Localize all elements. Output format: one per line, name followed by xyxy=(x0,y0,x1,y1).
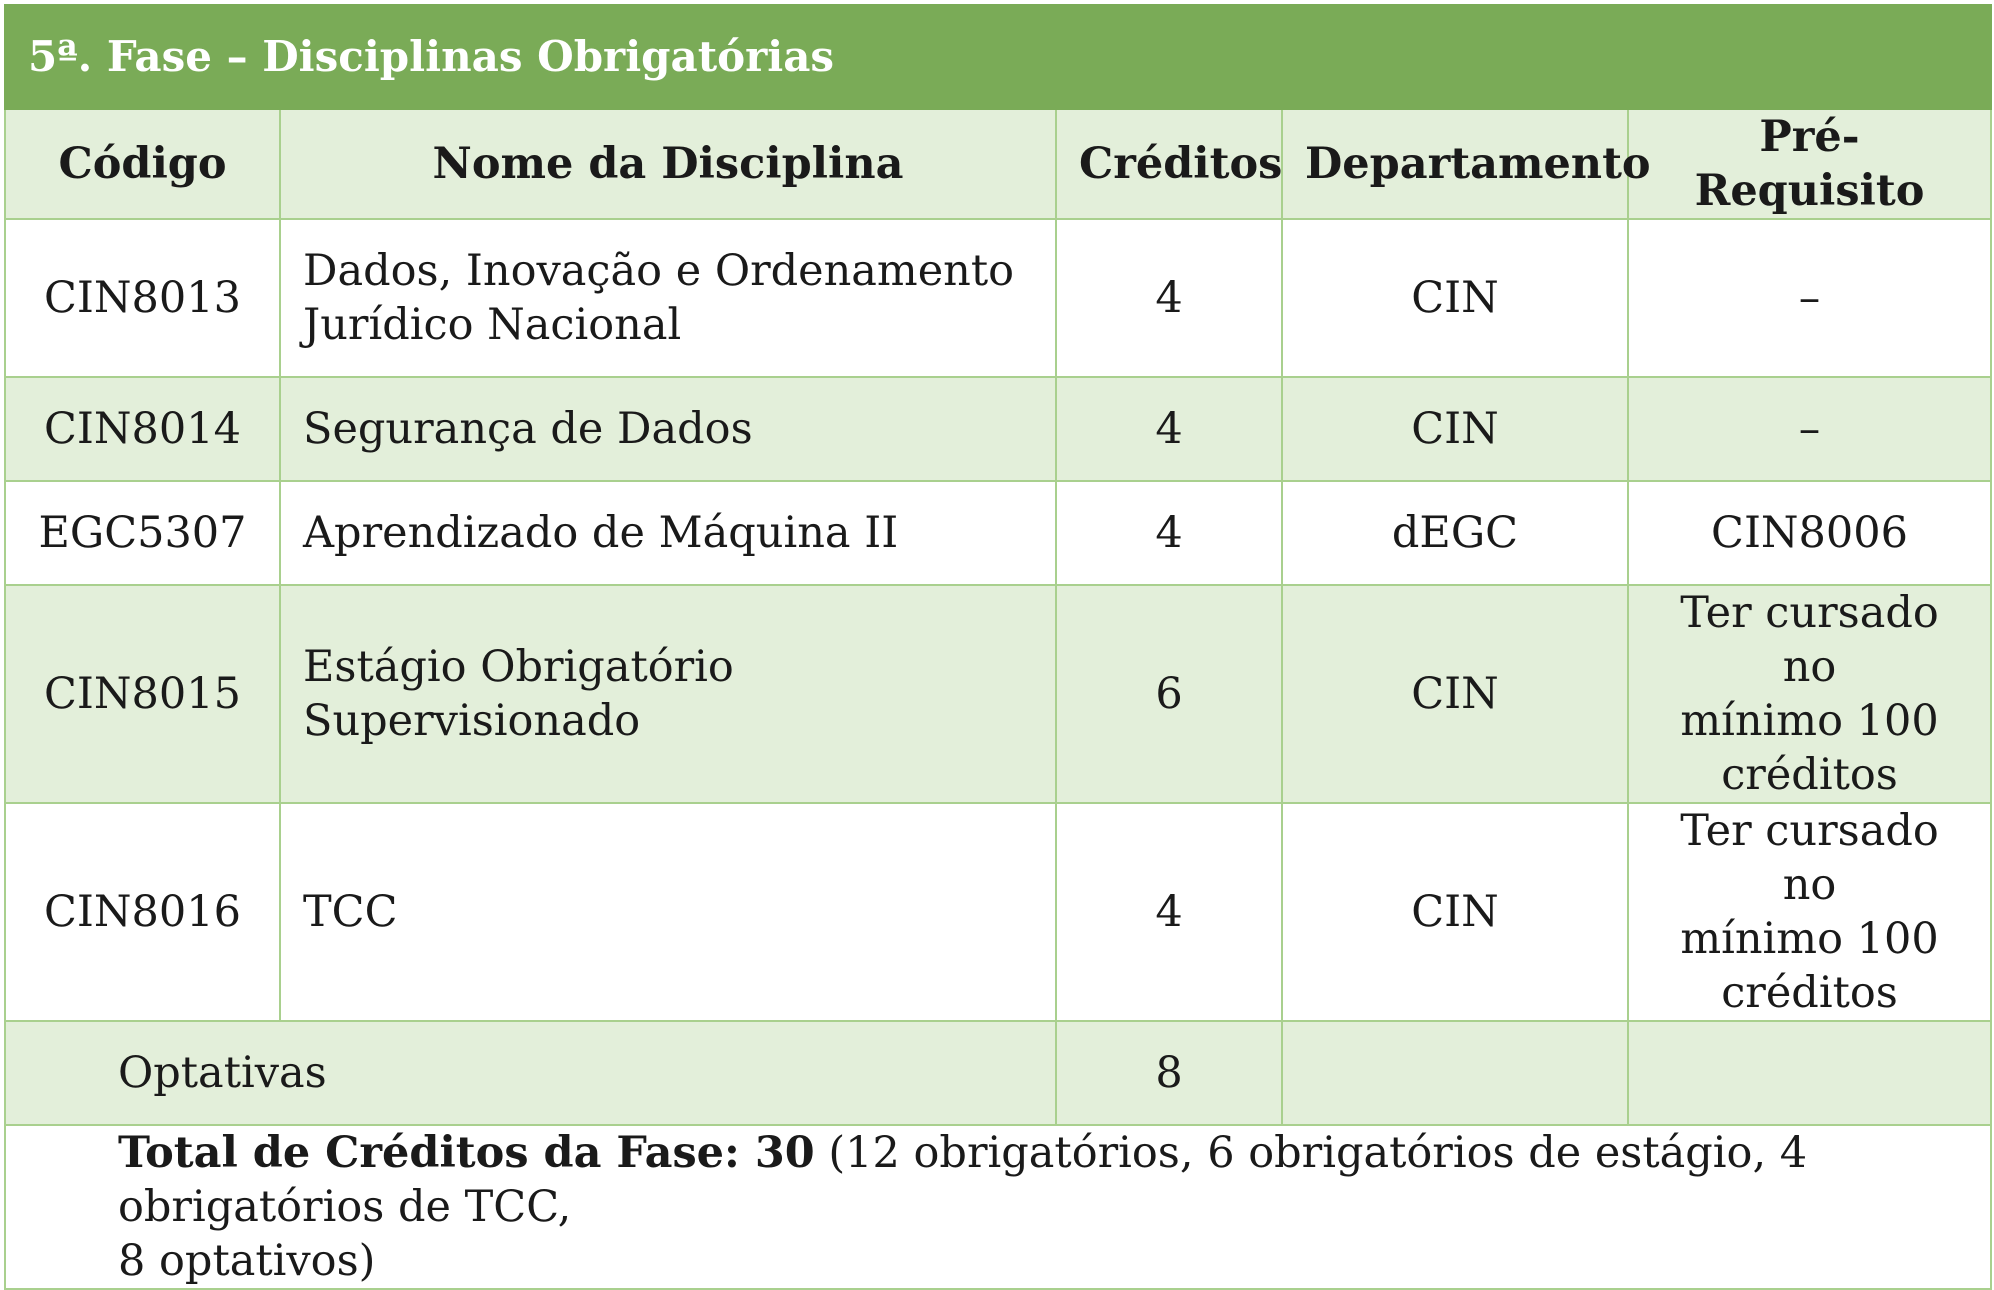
header-codigo: Código xyxy=(5,109,280,219)
table-row xyxy=(5,803,1991,1021)
cell-prerequisito-line: créditos xyxy=(1721,968,1898,1018)
cell-prerequisito-line: créditos xyxy=(1721,750,1898,800)
optativas-prerequisito-empty xyxy=(1628,1021,1991,1125)
cell-departamento: CIN xyxy=(1282,377,1628,481)
cell-creditos: 4 xyxy=(1056,377,1282,481)
cell-creditos: 4 xyxy=(1056,803,1282,1021)
table-title: 5ª. Fase – Disciplinas Obrigatórias xyxy=(5,5,1991,109)
header-creditos: Créditos xyxy=(1056,109,1282,219)
table-title-row xyxy=(5,5,1991,109)
header-nome: Nome da Disciplina xyxy=(280,109,1056,219)
cell-prerequisito: – xyxy=(1628,377,1991,481)
cell-codigo: CIN8014 xyxy=(5,377,280,481)
cell-nome xyxy=(280,219,1056,377)
cell-prerequisito xyxy=(1628,585,1991,803)
cell-departamento: CIN xyxy=(1282,585,1628,803)
cell-codigo: CIN8015 xyxy=(5,585,280,803)
cell-departamento: dEGC xyxy=(1282,481,1628,585)
total-detail-line2: 8 optativos) xyxy=(118,1236,376,1286)
optativas-row xyxy=(5,1021,1991,1125)
cell-prerequisito-line: mínimo 100 xyxy=(1680,696,1939,746)
total-cell xyxy=(5,1125,1991,1289)
table-row xyxy=(5,377,1991,481)
table-row xyxy=(5,585,1991,803)
cell-departamento: CIN xyxy=(1282,219,1628,377)
cell-creditos: 4 xyxy=(1056,219,1282,377)
table-row xyxy=(5,219,1991,377)
cell-nome: Segurança de Dados xyxy=(280,377,1056,481)
cell-nome-line: Dados, Inovação e Ordenamento xyxy=(303,246,1015,296)
cell-prerequisito-line: Ter cursado no xyxy=(1680,588,1939,692)
cell-codigo: EGC5307 xyxy=(5,481,280,585)
optativas-creditos: 8 xyxy=(1056,1021,1282,1125)
cell-prerequisito-line: Ter cursado no xyxy=(1680,806,1939,910)
table-row xyxy=(5,481,1991,585)
total-label: Total de Créditos da Fase: 30 xyxy=(118,1128,815,1178)
cell-nome: Aprendizado de Máquina II xyxy=(280,481,1056,585)
total-line xyxy=(118,1126,1950,1234)
curriculum-table-container xyxy=(4,4,1990,1286)
cell-prerequisito xyxy=(1628,803,1991,1021)
cell-codigo: CIN8016 xyxy=(5,803,280,1021)
cell-nome: TCC xyxy=(280,803,1056,1021)
total-row xyxy=(5,1125,1991,1289)
optativas-departamento-empty xyxy=(1282,1021,1628,1125)
header-departamento: Departamento xyxy=(1282,109,1628,219)
cell-nome: Estágio Obrigatório Supervisionado xyxy=(280,585,1056,803)
cell-prerequisito-line: mínimo 100 xyxy=(1680,914,1939,964)
cell-prerequisito: CIN8006 xyxy=(1628,481,1991,585)
table-header-row xyxy=(5,109,1991,219)
cell-codigo: CIN8013 xyxy=(5,219,280,377)
cell-creditos: 4 xyxy=(1056,481,1282,585)
cell-nome-line: Jurídico Nacional xyxy=(303,300,682,350)
cell-departamento: CIN xyxy=(1282,803,1628,1021)
cell-prerequisito: – xyxy=(1628,219,1991,377)
curriculum-table xyxy=(4,4,1992,1290)
header-prerequisito: Pré-Requisito xyxy=(1628,109,1991,219)
cell-creditos: 6 xyxy=(1056,585,1282,803)
optativas-label: Optativas xyxy=(5,1021,1056,1125)
total-detail: (12 obrigatórios, 6 obrigatórios de estágio, 4 obrigatórios de TCC, xyxy=(118,1128,1808,1232)
